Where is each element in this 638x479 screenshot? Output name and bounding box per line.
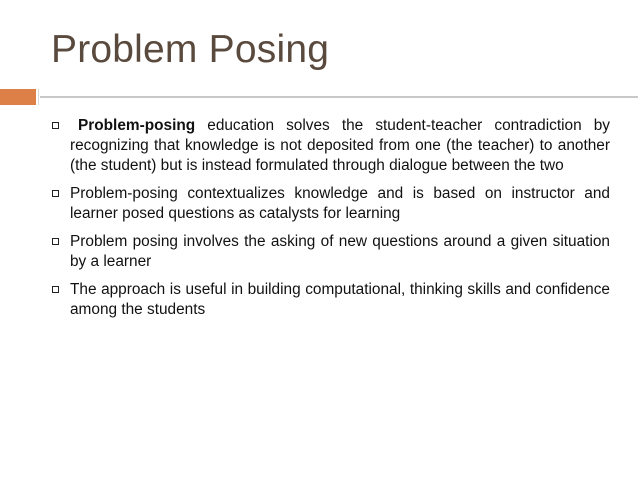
square-outline-icon [52,286,59,293]
bullet-text: Problem-posing contextualizes knowledge and is based on instructor and learner posed questions as catalysts for learning [70,185,610,222]
bullet-item [44,184,610,224]
accent-bar [0,89,36,105]
divider-tick [38,89,39,105]
bullet-text: Problem posing involves the asking of new questions around a given situation by a learner [70,233,610,270]
title-divider [40,96,638,98]
bullet-list [44,116,610,328]
bullet-text: The approach is useful in building computational, thinking skills and confidence among the students [70,281,610,318]
bullet-text: education solves the student-teacher contradiction by recognizing that knowledge is not deposited from one (the teacher) to another (the student) but is instead formulated through dialogue between the two [70,117,610,174]
square-outline-icon [52,190,59,197]
bullet-item [44,232,610,272]
bullet-item [44,280,610,320]
slide-title: Problem Posing [51,28,330,71]
bullet-item [44,116,610,176]
square-outline-icon [52,238,59,245]
square-outline-icon [52,122,59,129]
bullet-bold-term: Problem-posing [78,117,196,134]
